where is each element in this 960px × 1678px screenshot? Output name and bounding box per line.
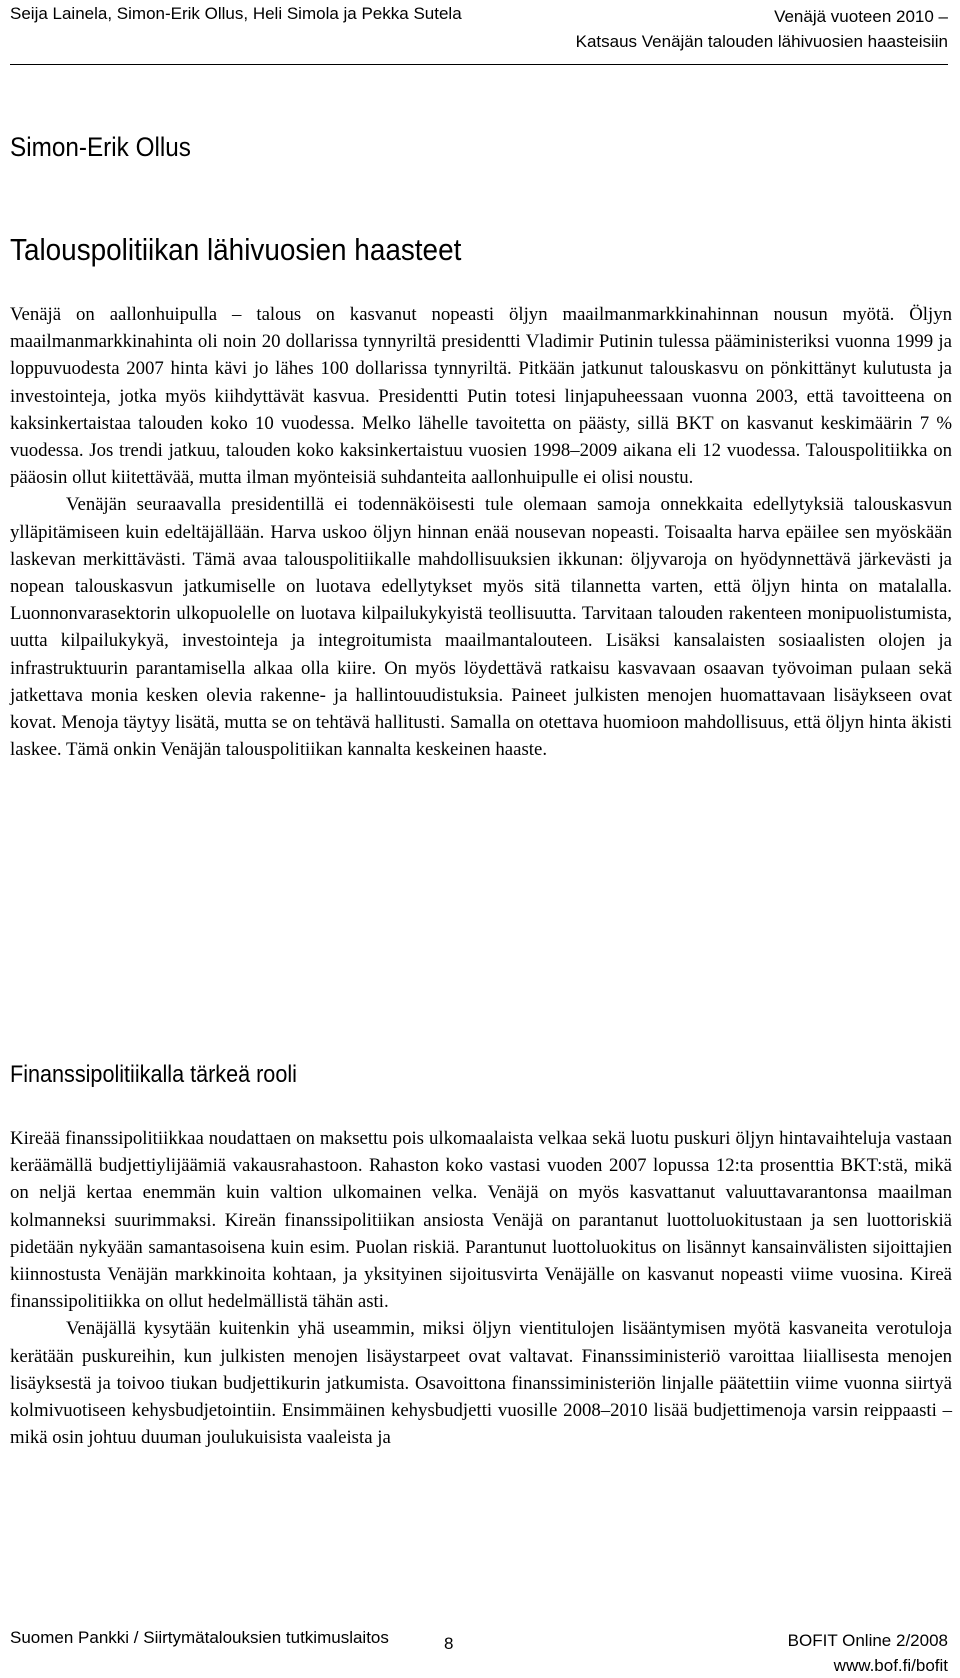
section-heading: Finanssipolitiikalla tärkeä rooli xyxy=(10,1061,297,1088)
paragraph: Kireää finanssipolitiikkaa noudattaen on maksettu pois ulkomaalaista velkaa sekä luotu puskuri öljyn hintavaihteluja vastaan keräämällä budjettiylijäämiä vakausrahastoon. Rahaston koko vastasi vuoden 2007 lopussa 12:ta prosenttia BKT:stä, mikä on neljä kertaa enemmän kuin valtion ulkomainen velka. Venäjä on myös kasvattanut valuuttavarantonsa maailman kolmanneksi suurimmaksi. Kireän finanssipolitiikan ansiosta Venäjä on parantanut luottoluokitustaan ja sen luottoriskiä pidetään nykyään samantasoisena kuin esim. Puolan riskiä. Parantunut luottoluokitus on lisännyt kansainvälisten sijoittajien kiinnostusta Venäjän markkinoita kohtaan, ja yksityinen sijoitusvirta Venäjälle on kasvanut nopeasti viime vuosina. Kireä finanssipolitiikka on ollut hedelmällistä tähän asti. xyxy=(10,1128,952,1313)
page-footer xyxy=(10,1628,948,1674)
paragraph: Venäjällä kysytään kuitenkin yhä useammin, miksi öljyn vientitulojen lisääntymisen myötä kasvaneita verotuloja kerätään puskureihin, kun julkisten menojen lisäystarpeet ovat valtavat. Finanssiministeriö varoittaa liiallisesta menojen lisäyksestä ja toivoo tiukan budjettikurin jatkumista. Osavoittona finanssiministeriön linjalle päätettiin viime vuonna siirtyä kolmivuotiseen kehysbudjetointiin. Ensimmäinen kehysbudjetti vuosille 2008–2010 lisää budjettimenoja varsin reippaasti – mikä osin johtuu duuman joulukuisista vaaleista ja xyxy=(10,1318,952,1449)
header-authors: Seija Lainela, Simon-Erik Ollus, Heli Simola ja Pekka Sutela xyxy=(10,4,462,23)
section-1-body xyxy=(10,301,952,763)
header-subtitle: Katsaus Venäjän talouden lähivuosien haasteisiin xyxy=(575,32,948,51)
footer-series: BOFIT Online 2/2008 xyxy=(787,1631,948,1650)
article-author: Simon-Erik Ollus xyxy=(10,132,191,162)
paragraph: Venäjä on aallonhuipulla – talous on kasvanut nopeasti öljyn maailmanmarkkinahinnan nousun myötä. Öljyn maailmanmarkkinahinta oli noin 20 dollarissa tynnyriltä presidentti Vladimir Putinin tulessa pääministeriksi vuonna 1999 ja loppuvuodesta 2007 hinta kävi jo lähes 100 dollarissa tynnyriltä. Pitkään jatkunut talouskasvu on pönkittänyt kulutusta ja investointeja, jotka myös kiihdyttävät kasvua. Presidentti Putin totesi linjapuheessaan vuonna 2003, että tavoitteena on kaksinkertaistaa talouden koko 10 vuodessa. Melko lähelle tavoitetta on päästy, sillä BKT on kasvanut keskimäärin 7 % vuodessa. Jos trendi jatkuu, talouden koko kaksinkertaistuu vuosien 1998–2009 aikana eli 12 vuodessa. Talouspolitiikka on pääosin ollut kiitettävää, mutta ilman myönteisiä suhdanteita aallonhuipulle ei olisi noustu. xyxy=(10,304,952,489)
paragraph: Venäjän seuraavalla presidentillä ei todennäköisesti tule olemaan samoja onnekkaita edellytyksiä talouskasvun ylläpitämiseen kuin edeltäjällään. Harva uskoo öljyn hinnan enää nousevan nopeasti. Toisaalta harva epäilee sen myöskään laskevan merkittävästi. Tämä avaa talouspolitiikalle mahdollisuuksien ikkunan: öljyvaroja on hyödynnettävä järkevästi ja nopean talouskasvun jatkumiselle on luotava edellytykset myös sitä tilannetta varten, että öljyn hinta on matalalla. Luonnonvarasektorin ulkopuolelle on luotava kilpailukykyistä teollisuutta. Tarvitaan talouden rakenteen monipuolistumista, uutta kilpailukykyä, investointeja ja integroitumista maailmantalouteen. Lisäksi kansalaisten sosiaalisten olojen ja infrastruktuurin parantamisella alkaa olla kiire. On myös löydettävä ratkaisu kasvavaan osaavan työvoiman pulaan sekä jatkettava monia kesken olevia rakenne- ja hallintouudistuksia. Paineet julkisten menojen huomattavaan lisäykseen ovat kovat. Menoja täytyy lisätä, mutta se on tehtävä hallitusti. Samalla on otettava huomioon mahdollisuus, että öljyn hinta äkisti laskee. Tämä onkin Venäjän talouspolitiikan kannalta keskeinen haaste. xyxy=(10,494,952,761)
footer-publication-block xyxy=(788,1628,948,1678)
header-publication-block xyxy=(576,4,948,54)
footer-website[interactable]: www.bof.fi/bofit xyxy=(833,1656,948,1675)
section-2-body xyxy=(10,1125,952,1451)
article-title: Talouspolitiikan lähivuosien haasteet xyxy=(10,232,462,267)
header-publication: Venäjä vuoteen 2010 – xyxy=(774,7,948,26)
page-number: 8 xyxy=(444,1634,454,1653)
page-header xyxy=(10,0,948,65)
footer-institution: Suomen Pankki / Siirtymätalouksien tutkimuslaitos xyxy=(10,1628,389,1647)
